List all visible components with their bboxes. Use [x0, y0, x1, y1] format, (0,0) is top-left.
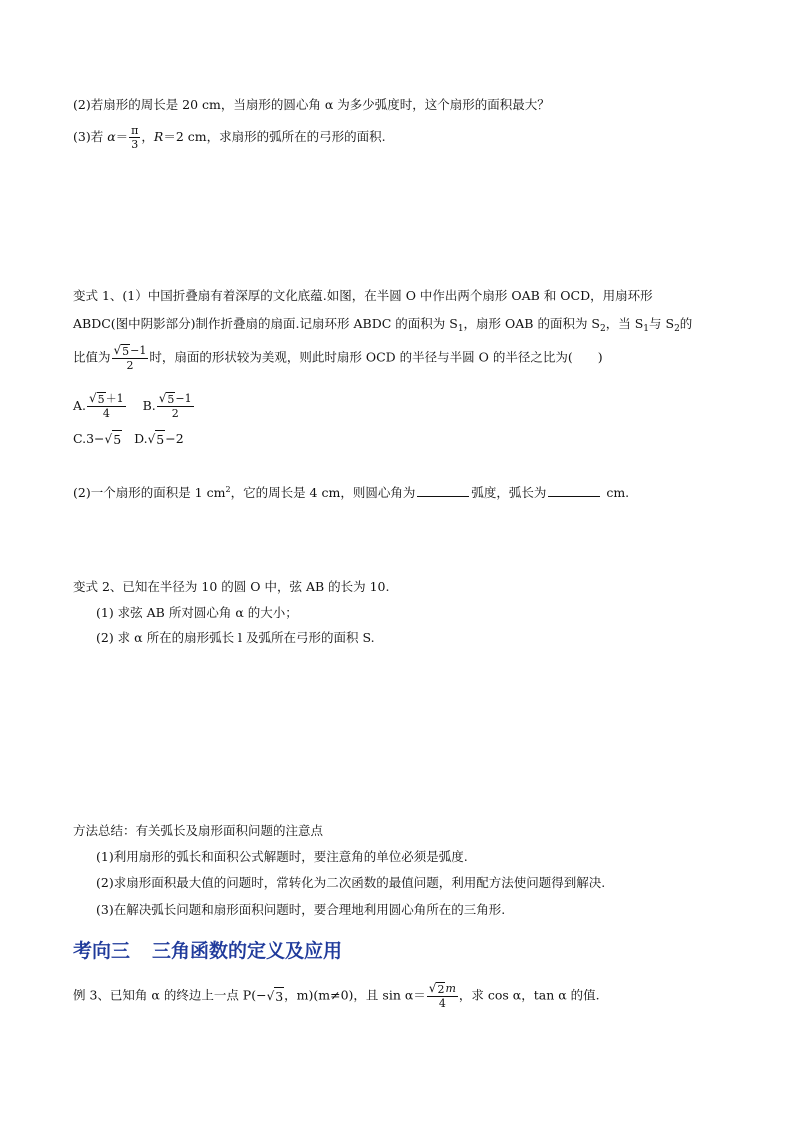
- example-3: 例 3、已知角 α 的终边上一点 P(− √ 3 ，m)(m≠0)，且 sin α＝ √ 2 m 4 ，求 cos α，tan α 的值.: [73, 981, 600, 1010]
- sin-fraction: √ 2 m 4: [428, 981, 456, 1010]
- option-b: B. √ 5 −1 2: [142, 391, 192, 420]
- summary-title: 方法总结：有关弧长及扇形面积问题的注意点: [73, 823, 324, 838]
- option-a: A. √ 5 ＋1 4: [73, 391, 124, 420]
- section-heading: 考向三 三角函数的定义及应用: [73, 940, 343, 962]
- option-d: D. √ 5 −2: [134, 431, 184, 447]
- ratio-fraction: √ 5 −1 2: [113, 343, 147, 372]
- option-c: C.3− √ 5: [73, 431, 122, 447]
- answer-blank-arc[interactable]: [548, 483, 600, 497]
- variant-2-title: 变式 2、已知在半径为 10 的圆 O 中，弦 AB 的长为 10.: [73, 579, 390, 594]
- question-2: (2)若扇形的周长是 20 cm，当扇形的圆心角 α 为多少弧度时，这个扇形的面积最大？: [73, 97, 550, 112]
- options-a-b: [73, 392, 195, 420]
- variant-1-line-3: 比值为 √ 5 −1 2 时，扇面的形状较为美观，则此时扇形 OCD 的半径与半圆 O 的半径之比为( ): [73, 343, 603, 372]
- answer-blank-angle[interactable]: [417, 483, 469, 497]
- summary-point-2: (2)求扇形面积最大值的问题时，常转化为二次函数的最值问题，利用配方法使问题得到解决.: [96, 875, 606, 890]
- summary-point-1: (1)利用扇形的弧长和面积公式解题时，要注意角的单位必须是弧度.: [96, 849, 468, 864]
- summary-point-3: (3)在解决弧长问题和扇形面积问题时，要合理地利用圆心角所在的三角形.: [96, 902, 506, 917]
- variant-1-question-2: (2)一个扇形的面积是 1 $cm^2$，它的周长是 4 cm，则圆心角为 弧度，弧长为 cm.: [73, 485, 630, 500]
- variant-2-item-2: (2) 求 α 所在的扇形弧长 l 及弧所在弓形的面积 S.: [96, 630, 375, 645]
- question-3: (3)若 α＝ $\frac{\pi}{3}$ ，R＝2 cm，求扇形的弧所在的弓形的面积.: [73, 124, 386, 151]
- variant-2-item-1: (1) 求弦 AB 所对圆心角 α 的大小；: [96, 605, 298, 620]
- variant-1-line-1: 变式 1、(1）中国折叠扇有着深厚的文化底蕴.如图，在半圆 O 中作出两个扇形 OAB 和 OCD，用扇环形: [73, 288, 653, 303]
- fraction-pi-over-3: $\frac{\pi}{3}$: [131, 124, 139, 151]
- variant-1-line-2: ABDC(图中阴影部分)制作折叠扇的扇面.记扇环形 ABDC 的面积为 $S_1$，扇形 OAB 的面积为 $S_2$，当 $S_1$与 $S_2$的: [73, 316, 693, 334]
- options-c-d: [73, 430, 184, 449]
